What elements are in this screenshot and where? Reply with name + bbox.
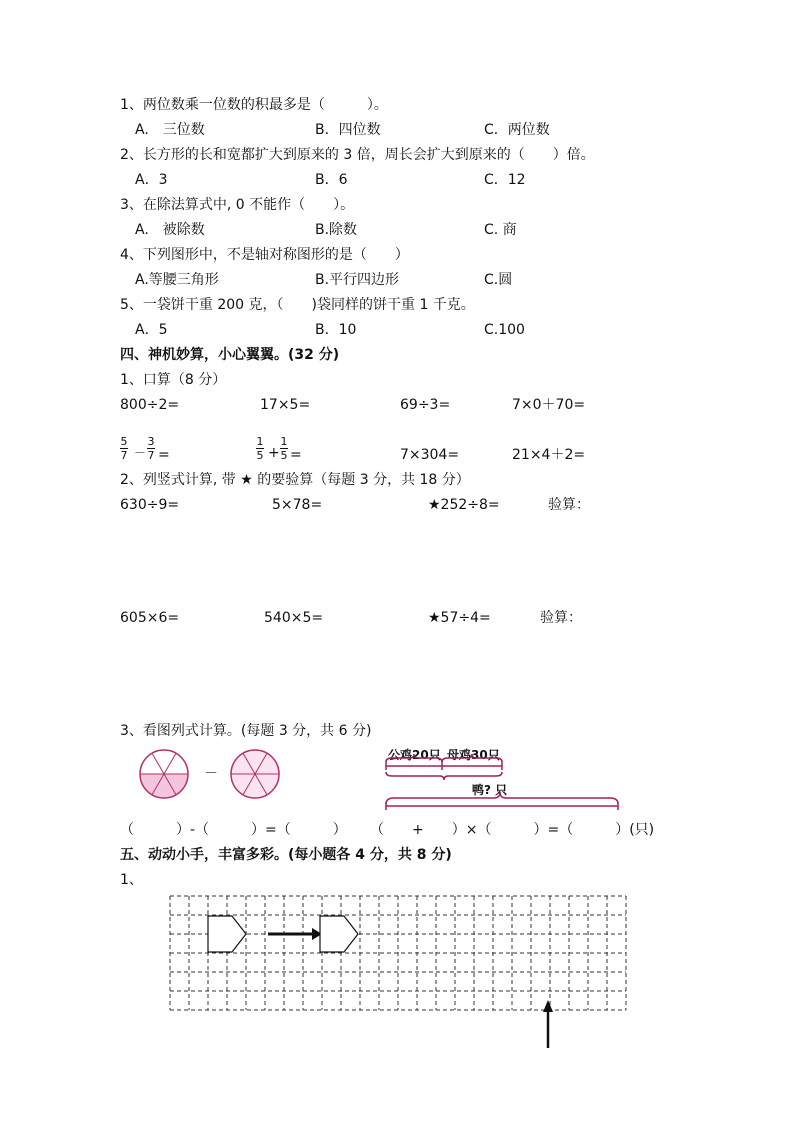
mc-option-b: B.除数 — [315, 222, 358, 238]
numerator: 5 — [120, 435, 128, 448]
vertical-problem: 605×6= — [120, 610, 180, 626]
section-5-title: 五、动动小手，丰富多彩。(每小题各 4 分，共 8 分) — [120, 847, 452, 863]
vertical-problem: ★252÷8= — [428, 497, 500, 513]
mc-question-4: 4、下列图形中，不是轴对称图形的是（ ） — [120, 247, 409, 263]
mc-option-a: A. 被除数 — [135, 222, 205, 238]
mc-question-3: 3、在除法算式中, 0 不能作（ ）。 — [120, 197, 355, 213]
hen-label: 母鸡30只 — [447, 748, 500, 762]
denominator: 7 — [147, 449, 155, 462]
operator: － — [134, 446, 147, 460]
picture-calc-title: 3、看图列式计算。(每题 3 分，共 6 分) — [120, 723, 372, 739]
fraction — [256, 436, 264, 461]
dotted-grid-area — [160, 892, 640, 1052]
mc-option-c: C．12 — [484, 172, 526, 188]
equals: = — [290, 447, 302, 463]
minus-sign: － — [204, 766, 218, 782]
vertical-problem: ★57÷4= — [428, 610, 491, 626]
mc-option-a: A. 三位数 — [135, 122, 205, 138]
section-4-title: 四、神机妙算，小心翼翼。(32 分) — [120, 347, 340, 363]
mc-option-a: A．5 — [135, 322, 168, 338]
denominator: 5 — [256, 449, 264, 462]
answer-line-2: （ + ）×（ ）=（ ）(只) — [370, 822, 655, 838]
answer-line-1: （ ）-（ ）=（ ） — [120, 822, 347, 838]
check-label: 验算： — [540, 610, 582, 626]
mc-option-c: C.圆 — [484, 272, 513, 288]
mc-question-1: 1、两位数乘一位数的积最多是（ ）。 — [120, 97, 388, 113]
mc-option-a: A.等腰三角形 — [135, 272, 219, 288]
equals: = — [158, 447, 170, 463]
numerator: 1 — [280, 435, 288, 448]
numerator: 3 — [147, 435, 155, 448]
check-label: 验算： — [548, 497, 590, 513]
question-number: 1、 — [120, 872, 143, 888]
vertical-problem: 630÷9= — [120, 497, 180, 513]
mc-option-b: B．10 — [315, 322, 357, 338]
denominator: 5 — [280, 449, 288, 462]
operator: + — [268, 445, 280, 461]
mc-option-b: B.平行四边形 — [315, 272, 400, 288]
numerator: 1 — [256, 435, 264, 448]
mc-option-b: B．6 — [315, 172, 348, 188]
oral-problem: 21×4＋2= — [512, 447, 586, 463]
fraction-circle-shaded — [138, 748, 190, 800]
oral-problem: 800÷2= — [120, 397, 180, 413]
oral-problem: 17×5= — [260, 397, 311, 413]
denominator: 7 — [120, 449, 128, 462]
mc-question-2: 2、长方形的长和宽都扩大到原来的 3 倍，周长会扩大到原来的（ ）倍。 — [120, 147, 595, 163]
vertical-problem: 540×5= — [264, 610, 324, 626]
mc-question-5: 5、一袋饼干重 200 克，（ )袋同样的饼干重 1 千克。 — [120, 297, 475, 313]
fraction — [280, 436, 288, 461]
oral-problem: 7×304= — [400, 447, 460, 463]
oral-problem: 69÷3= — [400, 397, 451, 413]
mc-option-c: C．两位数 — [484, 122, 550, 138]
mc-option-c: C. 商 — [484, 222, 517, 238]
fraction — [147, 436, 155, 461]
vertical-calc-title: 2、列竖式计算, 带 ★ 的要验算（每题 3 分，共 18 分） — [120, 472, 470, 488]
mc-option-c: C.100 — [484, 322, 525, 338]
mc-option-b: B．四位数 — [315, 122, 381, 138]
rooster-label: 公鸡20只 — [388, 748, 441, 762]
fraction — [120, 436, 128, 461]
mc-option-a: A．3 — [135, 172, 168, 188]
vertical-problem: 5×78= — [272, 497, 323, 513]
oral-calc-title: 1、口算（8 分） — [120, 372, 227, 388]
fraction-circle — [229, 748, 281, 800]
duck-label: 鸭? 只 — [472, 783, 508, 797]
oral-problem: 7×0＋70= — [512, 397, 586, 413]
